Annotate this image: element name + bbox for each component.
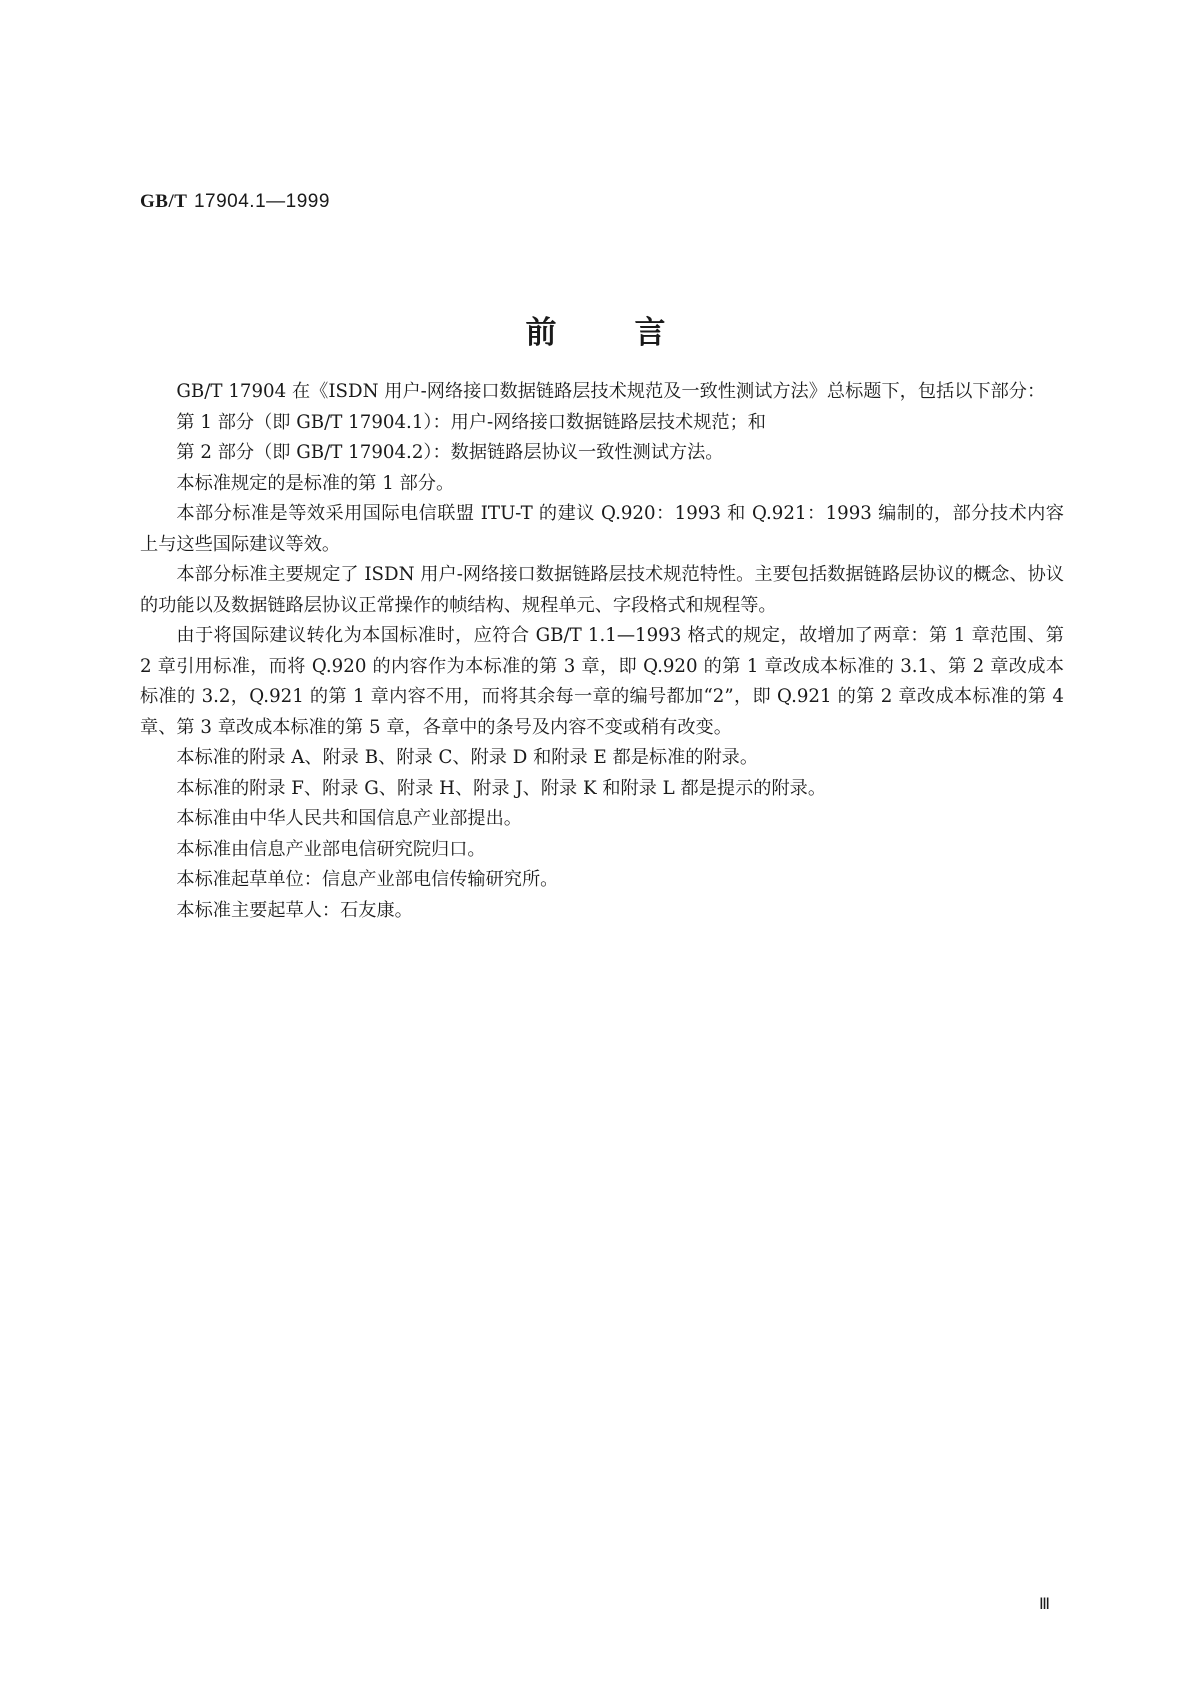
paragraph: 本部分标准是等效采用国际电信联盟 ITU-T 的建议 Q.920：1993 和 Q.921：1993 编制的，部分技术内容上与这些国际建议等效。 <box>140 503 1064 555</box>
paragraph: GB/T 17904 在《ISDN 用户-网络接口数据链路层技术规范及一致性测试方法》总标题下，包括以下部分： <box>176 381 1046 402</box>
paragraph: 本标准主要起草人：石友康。 <box>176 899 413 921</box>
paragraph: 本标准的附录 A、附录 B、附录 C、附录 D 和附录 E 都是标准的附录。 <box>176 747 759 768</box>
paragraph: 第 2 部分（即 GB/T 17904.2）：数据链路层协议一致性测试方法。 <box>176 442 724 463</box>
standard-prefix: GB/T <box>140 191 188 212</box>
page-number: Ⅲ <box>1039 1596 1051 1613</box>
page-title: 前言 <box>525 315 744 351</box>
standard-number: 17904.1—1999 <box>193 191 330 212</box>
paragraph: 本部分标准主要规定了 ISDN 用户-网络接口数据链路层技术规范特性。主要包括数据链路层协议的概念、协议的功能以及数据链路层协议正常操作的帧结构、规程单元、字段格式和规程等。 <box>140 564 1064 616</box>
standard-code <box>140 190 330 213</box>
paragraph: 本标准由信息产业部电信研究院归口。 <box>176 838 486 860</box>
paragraph: 本标准由中华人民共和国信息产业部提出。 <box>176 808 522 829</box>
paragraph: 第 1 部分（即 GB/T 17904.1）：用户-网络接口数据链路层技术规范；和 <box>176 411 766 433</box>
paragraph: 本标准的附录 F、附录 G、附录 H、附录 J、附录 K 和附录 L 都是提示的附录。 <box>176 777 827 799</box>
paragraph: 由于将国际建议转化为本国标准时，应符合 GB/T 1.1—1993 格式的规定，故增加了两章：第 1 章范围、第 2 章引用标准，而将 Q.920 的内容作为本标准的第 3 章，即 Q.920 的第 1 章改成本标准的 3.1、第 2 章改成本标准的 3.2，Q.921 的第 1 章内容不用，而将其余每一章的编号都加“2”，即 Q.921 的第 2 章改成本标准的第 4 章、第 3 章改成本标准的第 5 章，各章中的条号及内容不变或稍有改变。 <box>140 625 1064 738</box>
paragraph: 本标准起草单位：信息产业部电信传输研究所。 <box>176 869 559 890</box>
foreword-body <box>140 377 1064 926</box>
paragraph: 本标准规定的是标准的第 1 部分。 <box>176 472 455 494</box>
